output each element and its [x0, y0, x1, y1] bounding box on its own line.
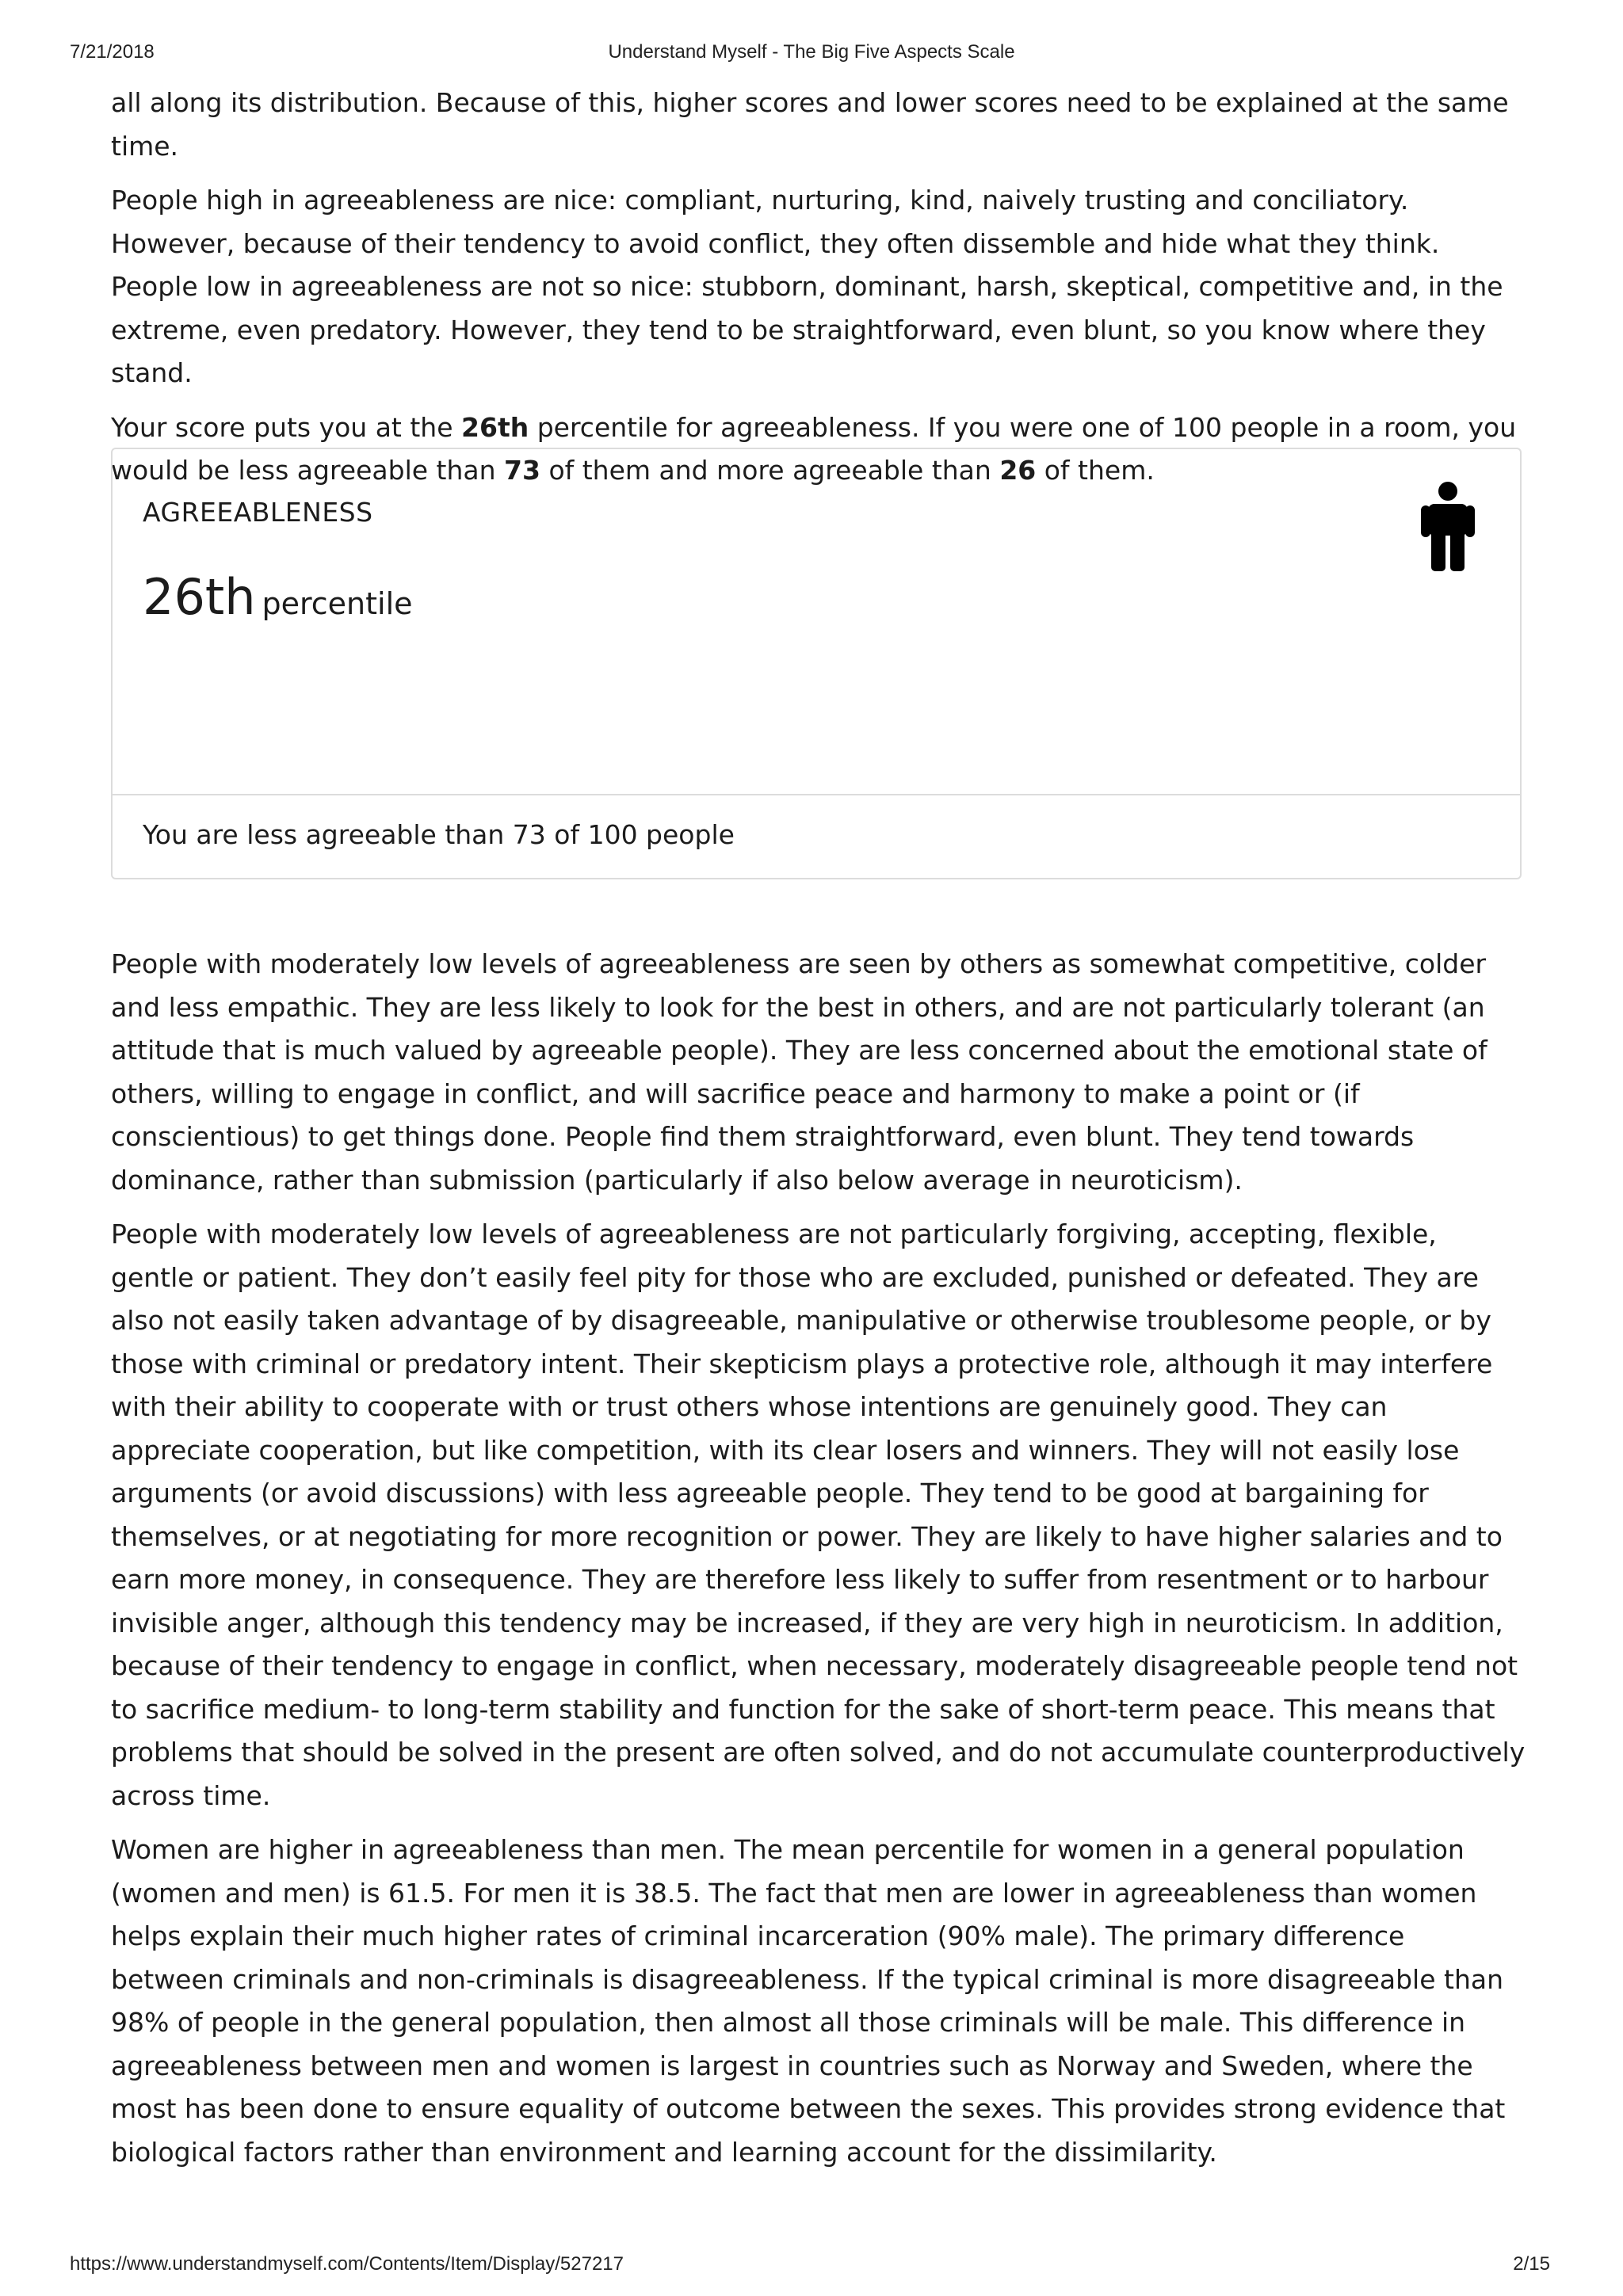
- card-footer-text: You are less agreeable than 73 of 100 people: [143, 819, 735, 850]
- print-page-number: 2/15: [1513, 2253, 1550, 2275]
- person-icon: [1420, 481, 1476, 572]
- score-text-a: Your score puts you at the: [111, 411, 462, 443]
- card-percentile-value: 26th: [143, 568, 256, 626]
- score-percentile: 26th: [461, 411, 529, 443]
- intro-section: [111, 82, 1526, 504]
- body-paragraph-1: People with moderately low levels of agreeableness are seen by others as somewhat competitive, colder and less empathic. They are less likely to look for the best in others, and are not particularly tolerant (an attitude that is much valued by agreeable people). They are less concerned about the emotional state of others, willing to engage in conflict, and will sacrifice peace and harmony to make a point or (if conscientious) to get things done. People find them straightforward, even blunt. They tend towards dominance, rather than submission (particularly if also below average in neuroticism).: [111, 948, 1487, 1196]
- body-paragraph-2: People with moderately low levels of agreeableness are not particularly forgiving, accepting, flexible, gentle or patient. They don’t easily feel pity for those who are excluded, punished or defeated. They are also not easily taken advantage of by disagreeable, manipulative or otherwise troublesome people, or by those with criminal or predatory intent. Their skepticism plays a protective role, although it may interfere with their ability to cooperate with or trust others whose intentions are genuinely good. They can appreciate cooperation, but like competition, with its clear losers and winners. They will not easily lose arguments (or avoid discussions) with less agreeable people. They tend to be good at bargaining for themselves, or at negotiating for more recognition or power. They are likely to have higher salaries and to earn more money, in consequence. They are therefore less likely to suffer from resentment or to harbour invisible anger, although this tendency may be increased, if they are very high in neuroticism. In addition, because of their tendency to engage in conflict, when necessary, moderately disagreeable people tend not to sacrifice medium- to long-term stability and function for the sake of short-term peace. This means that problems that should be solved in the present are often solved, and do not accumulate counterproductively across time.: [111, 1219, 1526, 1811]
- print-title: Understand Myself - The Big Five Aspects Scale: [608, 41, 1015, 63]
- score-text-d: of them.: [1036, 455, 1155, 486]
- card-title: AGREEABLENESS: [143, 497, 373, 528]
- agreeableness-card: [111, 448, 1522, 879]
- print-url: https://www.understandmyself.com/Contents/Item/Display/527217: [70, 2253, 624, 2275]
- score-less-than: 73: [504, 455, 540, 486]
- intro-paragraph-2: People high in agreeableness are nice: compliant, nurturing, kind, naively trusting and conciliatory. However, because of their tendency to avoid conflict, they often dissemble and hide what they think. People low in agreeableness are not so nice: stubborn, dominant, harsh, skeptical, competitive and, in the extreme, even predatory. However, they tend to be straightforward, even blunt, so you know where they stand.: [111, 185, 1503, 388]
- score-text-b: percentile for agreeableness. If you were one of 100 people in a room, you would be less agreeable than: [111, 411, 1517, 486]
- score-more-than: 26: [999, 455, 1037, 486]
- card-percentile-unit: percentile: [262, 586, 413, 621]
- card-value: [143, 568, 413, 626]
- intro-paragraph-1: all along its distribution. Because of this, higher scores and lower scores need to be explained at the same time.: [111, 87, 1509, 162]
- print-header: [0, 41, 1623, 73]
- body-paragraph-3: Women are higher in agreeableness than men. The mean percentile for women in a general population (women and men) is 61.5. For men it is 38.5. The fact that men are lower in agreeableness than women helps explain their much higher rates of criminal incarceration (90% male). The primary difference between criminals and non-criminals is disagreeableness. If the typical criminal is more disagreeable than 98% of people in the general population, then almost all those criminals will be male. This difference in agreeableness between men and women is largest in countries such as Norway and Sweden, where the most has been done to ensure equality of outcome between the sexes. This provides strong evidence that biological factors rather than environment and learning account for the dissimilarity.: [111, 1834, 1506, 2168]
- print-footer: [0, 2253, 1623, 2285]
- print-date: 7/21/2018: [70, 41, 155, 63]
- card-footer: [113, 794, 1520, 881]
- body-section: [111, 943, 1526, 2185]
- score-text-c: of them and more agreeable than: [540, 455, 1000, 486]
